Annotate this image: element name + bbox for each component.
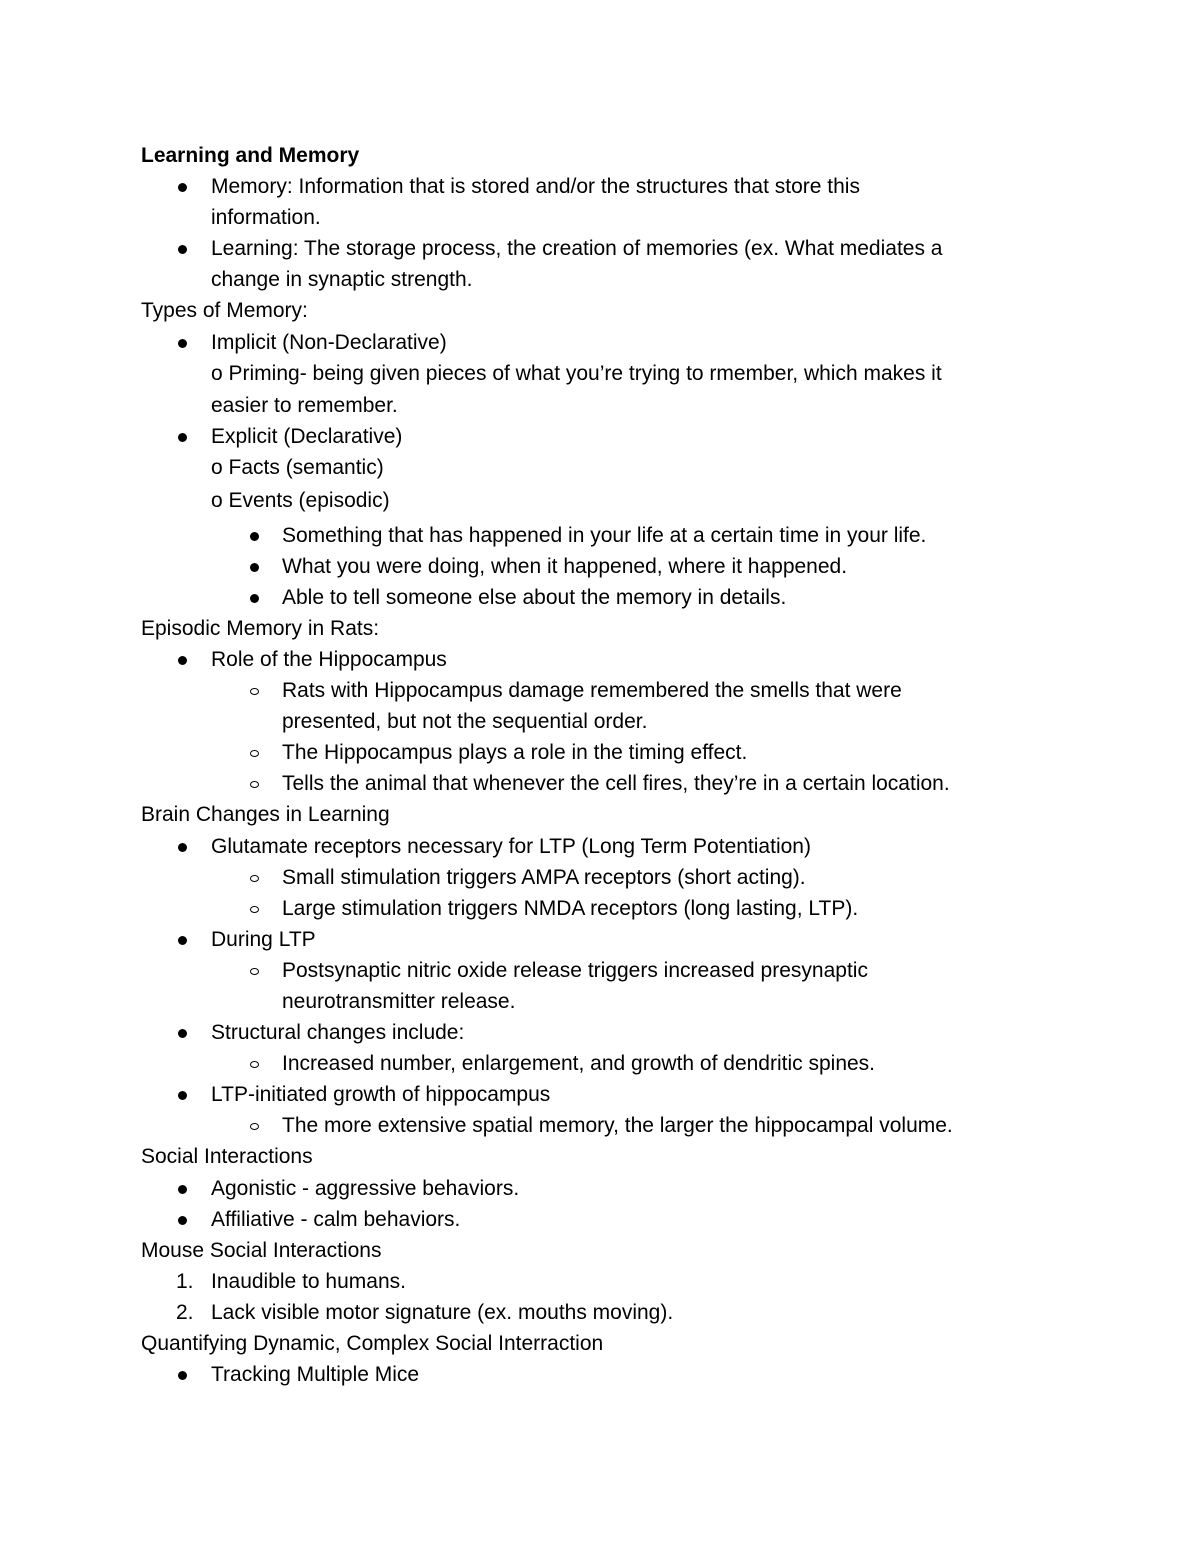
text-line: Tells the animal that whenever the cell fires, they’re in a certain location. bbox=[282, 772, 950, 795]
text-line: o Events (episodic) bbox=[211, 489, 390, 512]
section-heading: Types of Memory: bbox=[141, 299, 308, 322]
document-title: Learning and Memory bbox=[141, 144, 360, 167]
bullet-marker bbox=[178, 1371, 187, 1380]
bullet-marker bbox=[250, 563, 259, 572]
text-line: o Priming- being given pieces of what you’re trying to rmember, which makes it bbox=[211, 362, 942, 385]
text-line: During LTP bbox=[211, 928, 316, 951]
section-heading: Brain Changes in Learning bbox=[141, 803, 390, 826]
section-heading: Social Interactions bbox=[141, 1145, 313, 1168]
bullet-marker bbox=[178, 843, 187, 852]
text-line: Small stimulation triggers AMPA receptors (short acting). bbox=[282, 866, 806, 889]
sub-bullet-marker bbox=[250, 781, 259, 788]
sub-bullet-marker bbox=[250, 1123, 259, 1130]
bullet-marker bbox=[178, 1216, 187, 1225]
text-line: presented, but not the sequential order. bbox=[282, 710, 648, 733]
section-heading: Mouse Social Interactions bbox=[141, 1239, 382, 1262]
text-line: The Hippocampus plays a role in the timing effect. bbox=[282, 741, 748, 764]
list-number: 1. bbox=[176, 1270, 194, 1293]
text-line: What you were doing, when it happened, where it happened. bbox=[282, 555, 848, 578]
bullet-marker bbox=[250, 594, 259, 603]
bullet-marker bbox=[178, 183, 187, 192]
bullet-marker bbox=[178, 656, 187, 665]
text-line: o Facts (semantic) bbox=[211, 456, 384, 479]
text-line: Inaudible to humans. bbox=[211, 1270, 406, 1293]
bullet-marker bbox=[178, 433, 187, 442]
sub-bullet-marker bbox=[250, 906, 259, 913]
text-line: Postsynaptic nitric oxide release triggers increased presynaptic bbox=[282, 959, 868, 982]
text-line: Memory: Information that is stored and/or the structures that store this bbox=[211, 175, 860, 198]
text-line: Explicit (Declarative) bbox=[211, 425, 403, 448]
text-line: Large stimulation triggers NMDA receptors (long lasting, LTP). bbox=[282, 897, 859, 920]
text-line: Tracking Multiple Mice bbox=[211, 1363, 420, 1386]
text-line: information. bbox=[211, 206, 321, 229]
sub-bullet-marker bbox=[250, 1061, 259, 1068]
text-line: Lack visible motor signature (ex. mouths moving). bbox=[211, 1301, 674, 1324]
bullet-marker bbox=[250, 532, 259, 541]
text-line: Implicit (Non-Declarative) bbox=[211, 331, 447, 354]
sub-bullet-marker bbox=[250, 750, 259, 757]
section-heading: Quantifying Dynamic, Complex Social Interraction bbox=[141, 1332, 604, 1355]
section-heading: Episodic Memory in Rats: bbox=[141, 617, 380, 640]
text-line: Rats with Hippocampus damage remembered the smells that were bbox=[282, 679, 902, 702]
bullet-marker bbox=[178, 1091, 187, 1100]
bullet-marker bbox=[178, 1029, 187, 1038]
sub-bullet-marker bbox=[250, 688, 259, 695]
bullet-marker bbox=[178, 1185, 187, 1194]
text-line: Increased number, enlargement, and growth of dendritic spines. bbox=[282, 1052, 876, 1075]
text-line: Glutamate receptors necessary for LTP (Long Term Potentiation) bbox=[211, 835, 811, 858]
list-number: 2. bbox=[176, 1301, 194, 1324]
bullet-marker bbox=[178, 936, 187, 945]
text-line: easier to remember. bbox=[211, 394, 398, 417]
text-line: Role of the Hippocampus bbox=[211, 648, 447, 671]
sub-bullet-marker bbox=[250, 875, 259, 882]
text-line: Structural changes include: bbox=[211, 1021, 465, 1044]
bullet-marker bbox=[178, 245, 187, 254]
text-line: LTP-initiated growth of hippocampus bbox=[211, 1083, 551, 1106]
text-line: Learning: The storage process, the creation of memories (ex. What mediates a bbox=[211, 237, 943, 260]
text-line: Agonistic - aggressive behaviors. bbox=[211, 1177, 520, 1200]
text-line: The more extensive spatial memory, the larger the hippocampal volume. bbox=[282, 1114, 953, 1137]
text-line: neurotransmitter release. bbox=[282, 990, 516, 1013]
text-line: Something that has happened in your life at a certain time in your life. bbox=[282, 524, 927, 547]
sub-bullet-marker bbox=[250, 968, 259, 975]
text-line: Affiliative - calm behaviors. bbox=[211, 1208, 461, 1231]
bullet-marker bbox=[178, 339, 187, 348]
text-line: Able to tell someone else about the memory in details. bbox=[282, 586, 787, 609]
text-line: change in synaptic strength. bbox=[211, 268, 473, 291]
